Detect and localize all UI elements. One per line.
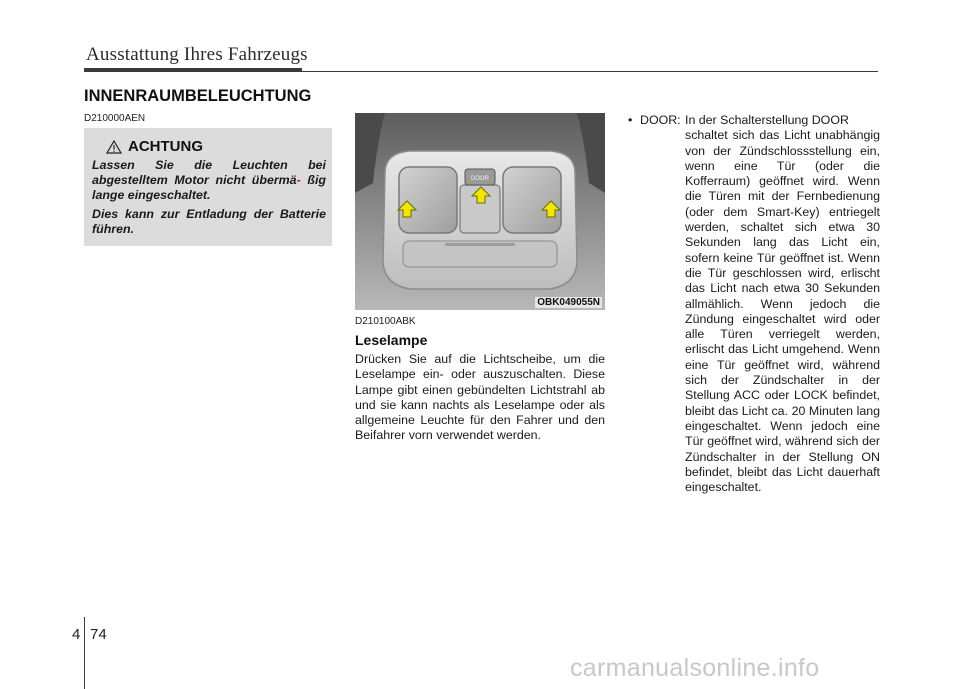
warning-hyphen: - [296,173,301,187]
footer-rule [84,617,85,689]
header-title: Ausstattung Ihres Fahrzeugs [86,44,308,65]
warning-paragraph-1b: ßig lange eingeschaltet. [92,173,326,202]
chapter-number: 4 [72,626,81,643]
header-rule [84,71,878,72]
warning-paragraph-1a: Lassen Sie die Leuchten bei abgestelltem Motor nicht übermä [92,158,326,187]
door-description [628,113,880,495]
warning-box [84,128,332,246]
warning-paragraph-2: Dies kann zur Entladung der Batterie führen. [92,207,326,236]
door-text: schaltet sich das Licht unabhängig von der Zündschlossstellung ein, wenn eine Tür (oder die Kofferraum) geöffnet wird. Wenn die Türen mit der Fernbedienung (oder dem Smart-Key) entriegelt werden, schaltet sich etwa 30 Sekunden lang das Licht ein, sofern keine Tür geöffnet ist. Wenn die Tür geschlossen wird, erlischt das Licht nach etwa 30 Sekunden allmählich. Wenn jedoch die Zündung eingeschaltet wird oder alle Türen verriegelt werden, erlischt das Licht umgehend. Wenn eine Tür geöffnet wird, während sich der Zündschalter in der Stellung ACC oder LOCK befindet, bleibt das Licht ca. 20 Minuten lang eingeschaltet. Wenn jedoch eine Tür geöffnet wird, während sich der Zündschalter in der Stellung ON befindet, bleibt das Licht dauerhaft eingeschaltet. [685,128,880,495]
door-key: DOOR: [640,113,681,127]
page-number: 74 [90,626,107,643]
reading-lamp-text: Drücken Sie auf die Lichtscheibe, um die Leselampe ein- oder auszuschalten. Diese Lampe gibt einen gebündelten Lichtstrahl ab und sie kann nachts als Leselampe oder als allgemeine Leuchte für den Fahrer und den Beifahrer vorn verwendet werden. [355,352,605,443]
warning-triangle-icon [106,140,122,154]
door-button-label: DOOR [471,176,489,182]
section-title: INNENRAUMBELEUCHTUNG [84,87,312,105]
warning-label: ACHTUNG [128,138,203,155]
warning-paragraph-1 [92,158,326,203]
bullet: • [628,113,633,127]
reading-lamp-title: Leselampe [355,332,428,348]
reading-lamp-photo [355,113,605,310]
door-first-line: In der Schalterstellung DOOR [685,113,849,127]
reading-lamp-code: D210100ABK [355,316,416,327]
figure-label: OBK049055N [537,297,600,308]
overhead-console-illustration [355,113,605,310]
section-code: D210000AEN [84,113,146,124]
warning-text [92,158,326,241]
watermark: carmanualsonline.info [570,654,820,682]
door-first-row [628,113,880,128]
warning-header [106,138,203,155]
